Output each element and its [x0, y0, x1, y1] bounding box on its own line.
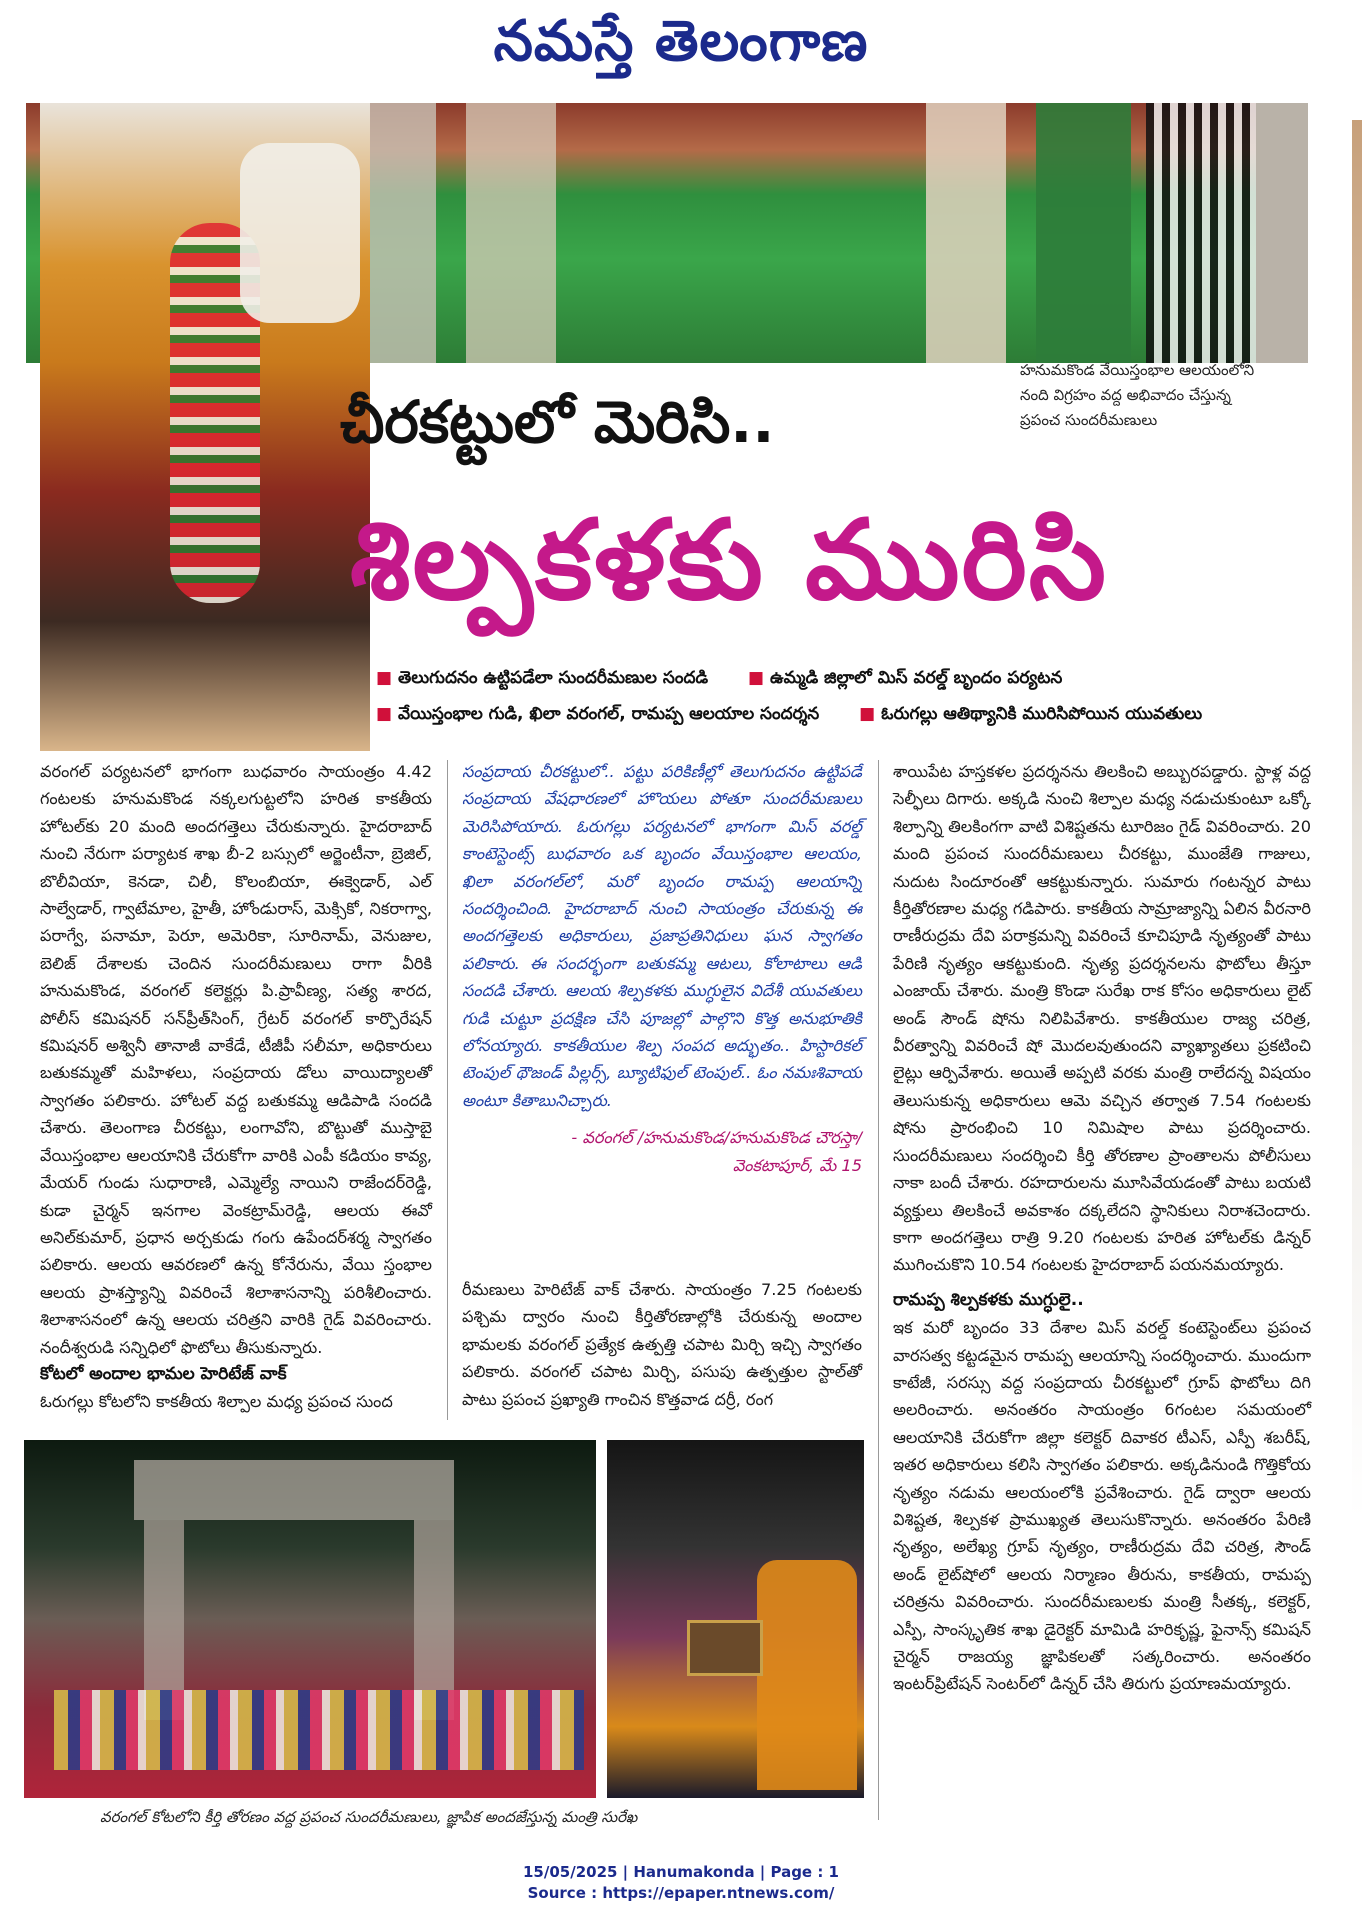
article-column-1 [40, 758, 432, 1416]
footer-date-page: 15/05/2025 | Hanumakonda | Page : 1 [522, 1863, 839, 1881]
article-text: సంప్రదాయ చీరకట్టులో.. పట్టు పరికిణీల్లో తెలుగుదనం ఉట్టిపడే సంప్రదాయ వేషధారణలో హొయలు పోతూ సుందరీమణులు మెరిసిపోయారు. ఓరుగల్లు పర్యటనలో భాగంగా మిస్ వరల్డ్ కాంటెస్టెంట్స్ బుధవారం ఒక బృందం వేయిస్తంభాల ఆలయం, ఖిలా వరంగల్‌లో, మరో బృందం రామప్ప ఆలయాన్ని సందర్శించింది. హైదరాబాద్ నుంచి సాయంత్రం చేరుకున్న ఈ అందగత్తెలకు అధికారులు, ప్రజాప్రతినిధులు ఘన స్వాగతం పలికారు. ఈ సందర్భంగా బతుకమ్మ ఆటలు, కోలాటాలు ఆడి సందడి చేశారు. ఆలయ శిల్పకళకు ముగ్ధులైన విదేశీ యువతులు గుడి చుట్టూ ప్రదక్షిణ చేసి పూజల్లో పాల్గొని కొత్త అనుభూతికి లోనయ్యారు. కాకతీయుల శిల్ప సంపద అద్భుతం.. హిస్టారికల్ టెంపుల్ థౌజండ్ పిల్లర్స్, బ్యూటిఫుల్ టెంపుల్.. ఓం నమఃశివాయ అంటూ కితాబునిచ్చారు. [462, 762, 862, 1110]
article-column-4 [893, 758, 1311, 1698]
article-text: ఓరుగల్లు కోటలోని కాకతీయ శిల్పాల మధ్య ప్రపంచ సుంద [40, 1392, 393, 1412]
caption-line: నంది విగ్రహం వద్ద అభివాదం చేస్తున్న [1020, 386, 1231, 404]
top-photo-caption [1020, 358, 1310, 433]
article-text: శాయిపేట హస్తకళల ప్రదర్శనను తిలకించి అబ్బురపడ్డారు. స్టాళ్ల వద్ద సెల్ఫీలు దిగారు. అక్కడి నుంచి శిల్పాల మధ్య నడుచుకుంటూ ఒక్కో శిల్పాన్ని తిలకింగగా వాటి విశిష్టతను టూరిజం గైడ్ వివరించారు. 20 మంది ప్రపంచ సుందరీమణులు చీరకట్టు, ముంజేతి గాజులు, నుదుట సిందూరంతో ఆకట్టుకున్నారు. సుమారు గంటన్నర పాటు కీర్తితోరణాల మధ్య గడిపారు. కాకతీయ సామ్రాజ్యాన్ని ఏలిన వీరనారి రాణీరుద్రమ దేవి పరాక్రమన్ని వివరించే కూచిపూడి నృత్యంతో పాటు పేరిణి నృత్యం ఆకట్టుకుంది. నృత్య ప్రదర్శనలను ఫొటోలు తీస్తూ ఎంజాయ్ చేశారు. మంత్రి కొండా సురేఖ రాక కోసం అధికారులు లైట్ అండ్ సౌండ్ షోను నిలిపివేశారు. కాకతీయుల రాజ్య చరిత్ర, వీరత్వాన్ని వివరించే షో మొదలవుతుందని వ్యాఖ్యాతలు ప్రకటించి లైట్లు ఆర్పివేశారు. అయితే అప్పటి వరకు మంత్రి రాలేదన్న విషయం తెలుసుకున్న అధికారులు ఆమె వచ్చిన తర్వాత 7.54 గంటలకు షోను ప్రారంభించి 10 నిమిషాల పాటు ప్రదర్శించారు. సుందరీమణులు సందర్శించి కీర్తి తోరణాల ప్రాంతాలను పోలీసులు నాకా బందీ చేశారు. రహదారులను మూసివేయడంతో పాటు బయటి వ్యక్తులు తిలకించే అవకాశం దక్కలేదని స్థానికులు నిరాశచెందారు. కాగా అందగత్తెలు రాత్రి 9.20 గంటలకు హరిత హోటల్‌కు డిన్నర్ ముగించుకొని 10.54 గంటలకు హైదరాబాద్ పయనమయ్యారు. [893, 762, 1311, 1275]
bullet-item: ■ వేయిస్తంభాల గుడి, ఖిలా వరంగల్, రామప్ప ఆలయాల సందర్శన [376, 704, 819, 728]
masthead-title: నమస్తే తెలంగాణ [493, 8, 869, 74]
footer [0, 1862, 1362, 1904]
headline-line-1: చీరకట్టులో మెరిసి.. [340, 388, 775, 456]
dateline [462, 1124, 862, 1179]
caption-line: హనుమకొండ వేయిస్తంభాల ఆలయంలోని [1020, 361, 1255, 379]
article-column-2-highlight [462, 758, 862, 1179]
headline-line-2: శిల్పకళకు మురిసి [350, 496, 1108, 624]
caption-line: ప్రపంచ సుందరీమణులు [1020, 411, 1158, 429]
dateline-line: వెంకటాపూర్, మే 15 [732, 1155, 862, 1175]
memento-presentation-photo [607, 1440, 864, 1798]
article-column-3 [462, 1276, 862, 1413]
woman-in-saree-photo [40, 103, 370, 751]
column-divider [878, 760, 879, 1820]
article-text: రీమణులు హెరిటేజ్ వాక్ చేశారు. సాయంత్రం 7.25 గంటలకు పశ్చిమ ద్వారం నుంచి కీర్తితోరణాల్లోకి చేరుకున్న అందాల భామలకు వరంగల్ ప్రత్యేక ఉత్పత్తి చపాట మిర్చి ఇచ్చి స్వాగతం పలికారు. వరంగల్ చపాట మిర్చి, పసుపు ఉత్పత్తుల స్టాల్‌తో పాటు ప్రపంచ ప్రఖ్యాతి గాంచిన కొత్తవాడ దర్రీ, రంగ [462, 1280, 862, 1409]
article-text: వరంగల్ పర్యటనలో భాగంగా బుధవారం సాయంత్రం 4.42 గంటలకు హనుమకొండ నక్కలగుట్టలోని హరిత కాకతీయ హోటల్‌కు 20 మంది అందగత్తెలు చేరుకున్నారు. హైదరాబాద్ నుంచి నేరుగా పర్యాటక శాఖ బీ-2 బస్సులో అర్జెంటీనా, బ్రెజిల్, బొలీవియా, కెనడా, చిలీ, కొలంబియా, ఈక్వెడార్, ఎల్ సాల్వేడార్, గ్వాటేమాల, హైతీ, హోండురాస్, మెక్సికో, నికరాగ్వా, పరాగ్వే, పనామా, పెరూ, అమెరికా, సూరినామ్, వెనుజుల, బెలిజ్ దేశాలకు చెందిన సుందరీమణులు రాగా వీరికి హనుమకొండ, వరంగల్ కలెక్టర్లు పి.ప్రావీణ్య, సత్య శారద, పోలీస్ కమిషనర్ సన్‌ప్రీత్‌సింగ్, గ్రేటర్ వరంగల్ కార్పొరేషన్ కమిషనర్ అశ్వినీ తానాజీ వాకేడే, టీజీపీ సలీమా, అధికారులు బతుకమ్మతో మహిళలు, సంప్రదాయ డోలు వాయిద్యాలతో స్వాగతం పలికారు. హోటల్ వద్ద బతుకమ్మ ఆడిపాడి సందడి చేశారు. తెలంగాణ చీరకట్టు, లంగావోని, బొట్టుతో ముస్తాబై వేయిస్తంభాల ఆలయానికి చేరుకోగా వారికి ఎంపీ కడియం కావ్య, మేయర్ గుండు సుధారాణి, ఎమ్మెల్యే నాయిని రాజేందర్‌రెడ్డి, కుడా చైర్మన్ ఇనగాల వెంకట్రామ్‌రెడ్డి, ఆలయ ఈవో అనిల్‌కుమార్, ప్రధాన అర్చకుడు గంగు ఉపేందర్‌శర్మ స్వాగతం పలికారు. ఆలయ ఆవరణలో ఉన్న కోనేరును, వేయి స్తంభాల ఆలయ ప్రాశస్త్యాన్ని వివరించే శిలాశాసనాన్ని పరిశీలించారు. శిలాశాసనంలో ఉన్న ఆలయ చరిత్రని వారికి గైడ్ వివరించారు. నందీశ్వరుడి సన్నిధిలో ఫొటోలు తీసుకున్నారు. [40, 762, 432, 1357]
kirti-thoranam-group-photo [24, 1440, 596, 1798]
bullet-item: ■ తెలుగుదనం ఉట్టిపడేలా సుందరీమణుల సందడి [376, 668, 708, 692]
highlight-bullets [376, 668, 1316, 740]
subheading: రామప్ప శిల్పకళకు ముగ్ధులై.. [893, 1289, 1084, 1310]
dateline-line: - వరంగల్ /హనుమకొండ/హనుమకొండ చౌరస్తా/ [571, 1128, 862, 1148]
footer-source: Source : https://epaper.ntnews.com/ [527, 1884, 835, 1902]
bullet-item: ■ ఉమ్మడి జిల్లాలో మిస్ వరల్డ్ బృందం పర్యటన [748, 668, 1062, 692]
article-text: ఇక మరో బృందం 33 దేశాల మిస్ వరల్డ్ కంటెస్టెంట్‌లు ప్రపంచ వారసత్వ కట్టడమైన రామప్ప ఆలయాన్ని సందర్శించారు. ముందుగా కాటేజీ, సరస్సు వద్ద సంప్రదాయ చీరకట్టులో గ్రూప్ ఫొటోలు దిగి అలరించారు. అనంతరం సాయంత్రం 6గంటల సమయంలో ఆలయానికి చేరుకోగా జిల్లా కలెక్టర్ దివాకర టీఎస్, ఎస్పీ శబరీష్, ఇతర అధికారులు కలిసి స్వాగతం పలికారు. అక్కడినుండి గొత్తికోయ నృత్యం నడుమ ఆలయంలోకి ప్రవేశించారు. గైడ్ ద్వారా ఆలయ విశిష్టత, శిల్పకళ ప్రాముఖ్యత తెలుసుకొన్నారు. అనంతరం పేరిణి నృత్యం, అలేఖ్య గ్రూప్ నృత్యం, రాణీరుద్రమ దేవి చరిత్ర, సౌండ్ అండ్ లైట్‌షోలో ఆలయ నిర్మాణం తీరును, కాకతీయ, రామప్ప చరిత్రను వివరించారు. సుందరీమణులకు మంత్రి సీతక్క, కలెక్టర్, ఎస్పీ, సాంస్కృతిక శాఖ డైరెక్టర్ మామిడి హరికృష్ణ, ఫైనాన్స్ కమిషన్ చైర్మన్ రాజయ్య జ్ఞాపికలతో సత్కరించారు. అనంతరం ఇంటర్‌ప్రిటేషన్ సెంటర్‌లో డిన్నర్ చేసి తిరుగు ప్రయాణమయ్యారు. [893, 1318, 1311, 1694]
column-divider [447, 760, 448, 1420]
bullet-item: ■ ఓరుగల్లు ఆతిథ్యానికి మురిసిపోయిన యువతులు [859, 704, 1202, 728]
bottom-photo-caption: వరంగల్ కోటలోని కీర్తి తోరణం వద్ద ప్రపంచ సుందరీమణులు, జ్ఞాపిక అందజేస్తున్న మంత్రి సురేఖ [100, 1808, 638, 1826]
adjacent-page-edge [1352, 120, 1362, 1520]
subheading: కోటలో అందాల భామల హెరిటేజ్ వాక్ [40, 1363, 287, 1384]
